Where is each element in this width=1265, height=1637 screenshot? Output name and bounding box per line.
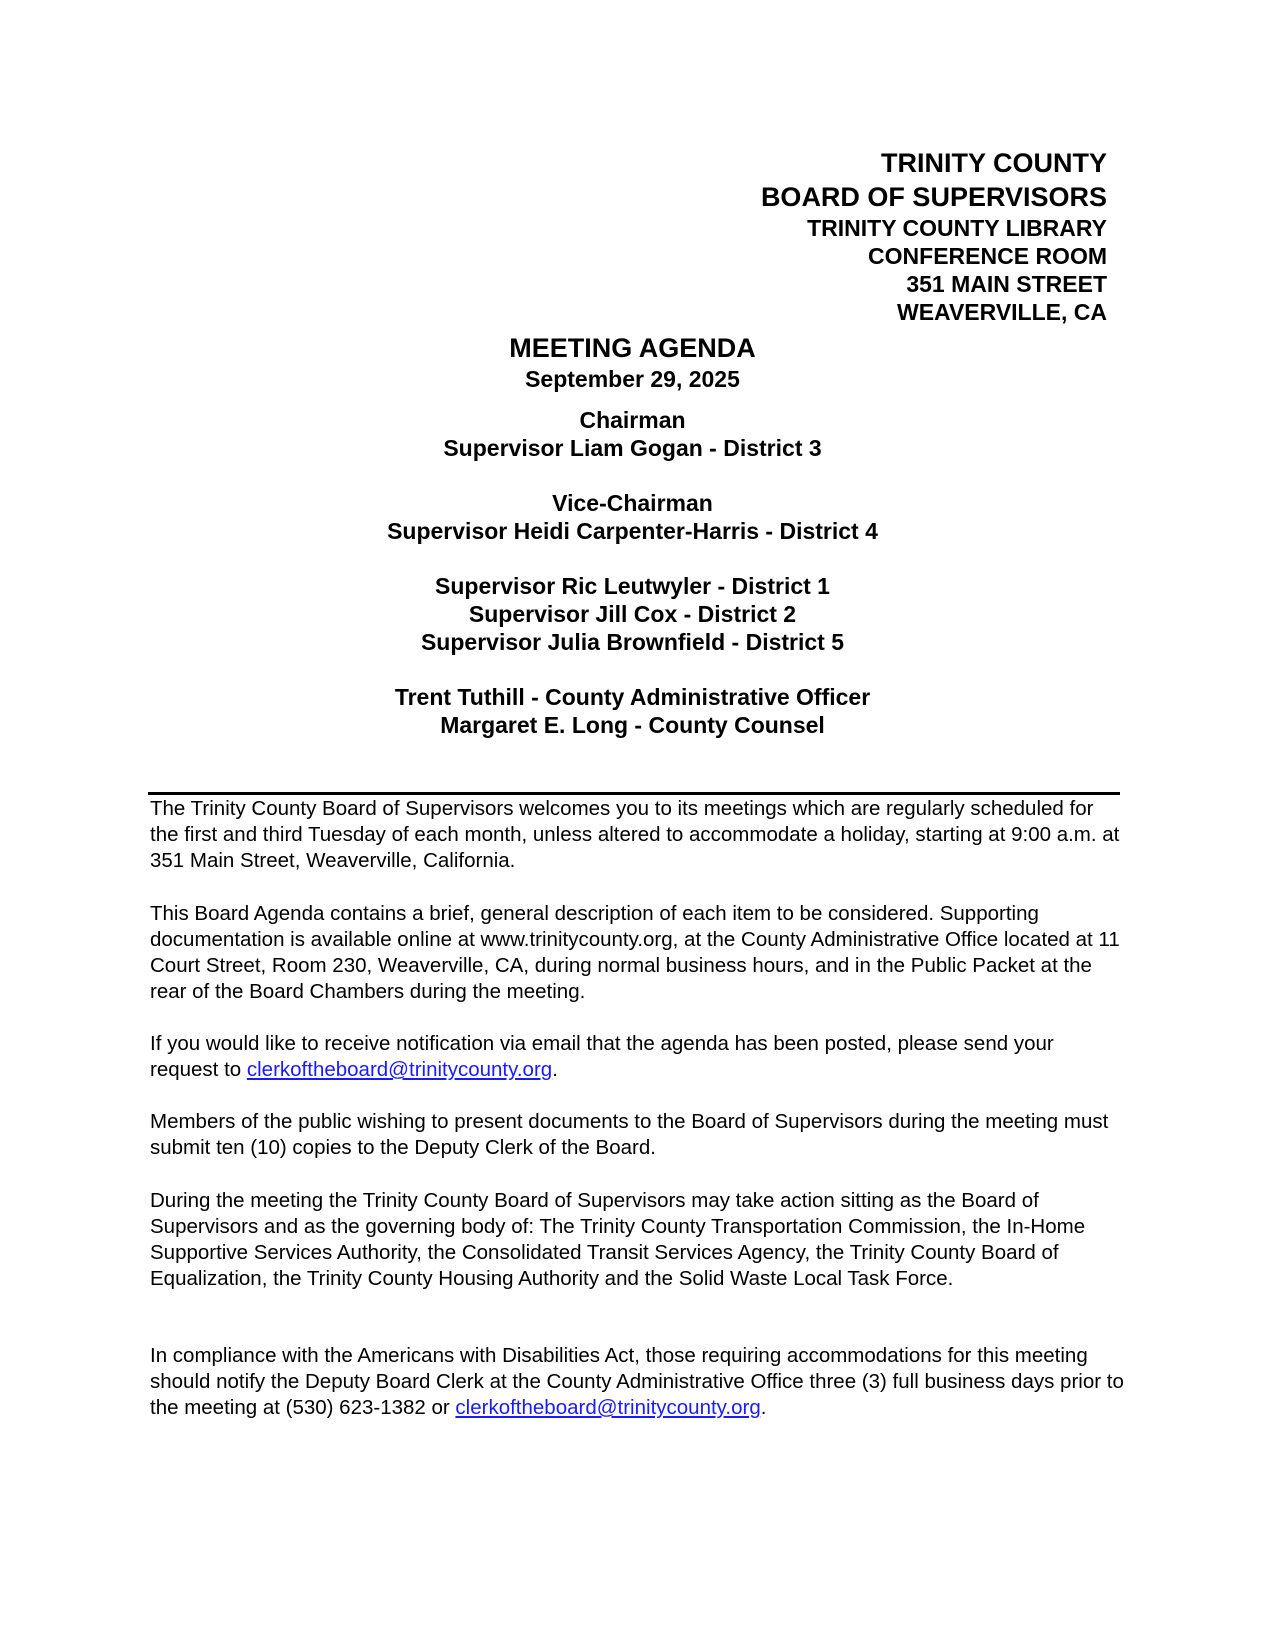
org-name-line2: BOARD OF SUPERVISORS [760,182,1107,212]
county-counsel: Margaret E. Long - County Counsel [440,712,825,738]
vice-chair-name: Supervisor Heidi Carpenter-Harris - District 4 [387,518,878,544]
documents-text: Members of the public wishing to present documents to the Board of Supervisors during the meeting must submit ten (10) copies to the Deputy Clerk of the Board. [150,1110,1109,1159]
supervisor-district-1: Supervisor Ric Leutwyler - District 1 [435,573,830,599]
notification-text-suffix: . [552,1058,558,1081]
ada-text [150,1343,1125,1421]
chair-name: Supervisor Liam Gogan - District 3 [443,435,822,461]
location-line2: CONFERENCE ROOM [868,243,1107,269]
county-administrative-officer: Trent Tuthill - County Administrative Officer [394,684,871,710]
location-line4: WEAVERVILLE, CA [897,299,1107,325]
ada-paragraph [150,1343,1125,1421]
welcome-paragraph [150,796,1125,874]
governing-bodies-paragraph [150,1188,1125,1292]
notification-paragraph [150,1031,1125,1083]
notification-text-prefix: If you would like to receive notification via email that the agenda has been posted, please send your request to [150,1032,1054,1081]
documentation-text: This Board Agenda contains a brief, general description of each item to be considered. Supporting documentation is available online at www.trinitycounty.org, at the County Administrative Office located at 11 Court Street, Room 230, Weaverville, CA, during normal business hours, and in the Public Packet at the rear of the Board Chambers during the meeting. [150,902,1120,1003]
agenda-date: September 29, 2025 [525,366,740,392]
location-line3: 351 MAIN STREET [906,271,1107,297]
supervisor-district-2: Supervisor Jill Cox - District 2 [468,601,797,627]
documentation-paragraph [150,901,1125,1005]
location-line1: TRINITY COUNTY LIBRARY [807,215,1107,241]
section-divider [148,792,1120,795]
org-name-line1: TRINITY COUNTY [880,148,1107,178]
welcome-text: The Trinity County Board of Supervisors welcomes you to its meetings which are regularly scheduled for the first and third Tuesday of each month, unless altered to accommodate a holiday, starting at 9:00 a.m. at 351 Main Street, Weaverville, California. [150,797,1120,872]
documents-paragraph [150,1109,1125,1161]
header-block [761,146,1107,326]
ada-clerk-email-link[interactable]: clerkoftheboard@trinitycounty.org [455,1396,761,1419]
clerk-email-link[interactable]: clerkoftheboard@trinitycounty.org [246,1058,553,1081]
agenda-title: MEETING AGENDA [509,333,756,363]
vice-chair-title: Vice-Chairman [552,490,713,516]
notification-text [150,1031,1125,1083]
ada-text-prefix: In compliance with the Americans with Disabilities Act, those requiring accommodations for this meeting should notify the Deputy Board Clerk at the County Administrative Office three (3) full business days prior to the meeting at (530) 623-1382 or [150,1344,1124,1419]
ada-text-suffix: . [760,1396,767,1419]
governing-bodies-text: During the meeting the Trinity County Board of Supervisors may take action sitting as the Board of Supervisors and as the governing body of: The Trinity County Transportation Commission, the In-Home Supportive Services Authority, the Consolidated Transit Services Agency, the Trinity County Board of Equalization, the Trinity County Housing Authority and the Solid Waste Local Task Force. [150,1189,1086,1290]
supervisor-district-5: Supervisor Julia Brownfield - District 5 [420,629,845,655]
chair-title: Chairman [579,407,686,433]
